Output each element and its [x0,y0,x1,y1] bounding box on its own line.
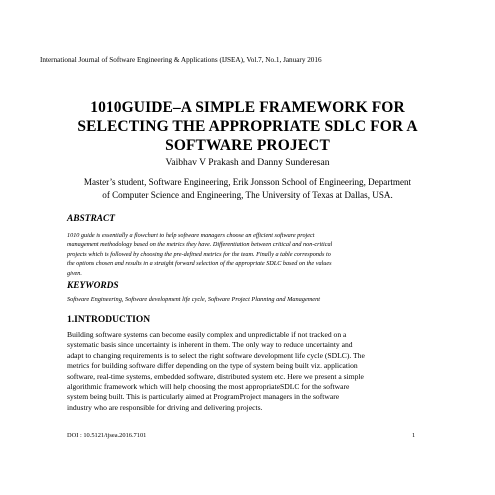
abstract-line: management methodology based on the metrics they have. Differentiation between critical and non-critical [67,241,333,249]
keywords-heading: KEYWORDS [67,281,119,291]
introduction-line: algorithmic framework which will help choosing the most appropriateSDLC for the software [67,382,350,392]
introduction-line: metrics for building software differ depending on the type of system being built viz. application [67,361,358,371]
paper-title [40,98,455,155]
authors: Vaibhav V Prakash and Danny Sunderesan [165,157,330,168]
introduction-heading: 1.INTRODUCTION [67,315,151,325]
affiliation [40,176,455,201]
abstract-heading: ABSTRACT [67,214,115,224]
introduction-line: industry who are responsible for driving and delivering projects. [67,402,263,412]
abstract-line: the options chosen and results in a straight forward selection of the appropriate SDLC based on the values [67,260,332,268]
abstract-text [67,231,427,278]
introduction-line: software, real-time systems, embedded software, distributed system etc. Here we present a simple [67,371,364,381]
introduction-line: Building software systems can become easily complex and unpredictable if not tracked on a [67,330,347,339]
abstract-line: given. [67,269,82,277]
journal-header: International Journal of Software Engineering & Applications (IJSEA), Vol.7, No.1, January 2016 [40,56,322,64]
abstract-line: projects which is followed by choosing the pre-defined metrics for the team. Finally a table corresponds to [67,250,331,258]
abstract-line: 1010 guide is essentially a flowchart to help software managers choose an efficient software project [67,232,315,239]
keywords-text: Software Engineering, Software development life cycle, Software Project Planning and Management [67,296,320,303]
page-number: 1 [412,432,416,439]
title-line: 1010GUIDE–A SIMPLE FRAMEWORK FOR [90,99,405,116]
title-line: SELECTING THE APPROPRIATE SDLC FOR A [77,118,418,135]
affiliation-line: of Computer Science and Engineering, The University of Texas at Dallas, USA. [102,189,393,200]
introduction-line: adapt to changing requirements is to select the right software development life cycle (SDLC). The [67,350,365,360]
introduction-line: system being built. This is particularly aimed at ProgramProject managers in the software [67,392,340,402]
title-line: SOFTWARE PROJECT [165,137,330,154]
introduction-line: systematic basis since uncertainty is inherent in them. The only way to reduce uncertainty and [67,340,353,350]
introduction-text [67,330,429,413]
affiliation-line: Master’s student, Software Engineering, Erik Jonsson School of Engineering, Department [83,177,412,187]
footer-doi: DOI : 10.5121/ijsea.2016.7101 [67,432,147,439]
